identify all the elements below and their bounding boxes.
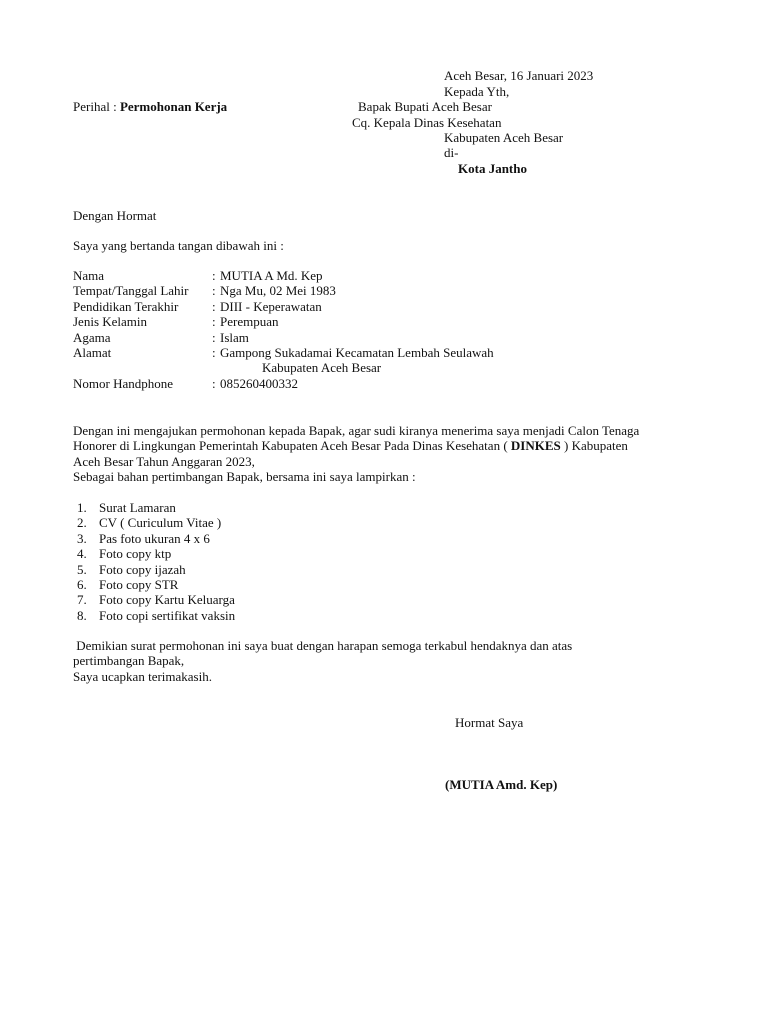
recipient-line-1: Bapak Bupati Aceh Besar	[358, 99, 492, 114]
field-colon: :	[212, 283, 216, 299]
field-colon: :	[212, 268, 216, 283]
field-value: Gampong Sukadamai Kecamatan Lembah Seulawah	[220, 344, 494, 360]
greeting: Dengan Hormat	[73, 208, 157, 223]
kepada-line: Kepada Yth,	[444, 84, 510, 99]
field-colon: :	[212, 329, 216, 345]
list-number: 2.	[77, 515, 87, 531]
list-text: Foto copy STR	[99, 576, 179, 592]
list-text: Pas foto ukuran 4 x 6	[99, 530, 210, 546]
list-number: 7.	[77, 592, 87, 608]
recipient-line-3: Kabupaten Aceh Besar	[444, 130, 564, 145]
field-label: Agama	[73, 329, 111, 345]
field-label: Pendidikan Terakhir	[73, 298, 179, 314]
recipient-line-2: Cq. Kepala Dinas Kesehatan	[352, 115, 502, 130]
body-text: Honorer di Lingkungan Pemerintah Kabupaten Aceh Besar Pada Dinas Kesehatan (	[73, 438, 511, 454]
field-value: MUTIA A Md. Kep	[220, 268, 323, 283]
body-line: Dengan ini mengajukan permohonan kepada Bapak, agar sudi kiranya menerima saya menjadi Calon Tenaga	[73, 423, 640, 438]
list-text: Foto copy ijazah	[99, 561, 186, 577]
list-number: 8.	[77, 607, 87, 623]
closing-paragraph	[73, 638, 733, 684]
body-text: ) Kabupaten	[560, 438, 628, 454]
closing-line: pertimbangan Bapak,	[73, 653, 185, 669]
signature-name: (MUTIA Amd. Kep)	[445, 777, 558, 792]
body-line: Aceh Besar Tahun Anggaran 2023,	[73, 453, 255, 469]
closing-line: Demikian surat permohonan ini saya buat dengan harapan semoga terkabul hendaknya dan atas	[73, 638, 573, 653]
intro-line: Saya yang bertanda tangan dibawah ini :	[73, 238, 284, 253]
field-colon: :	[212, 375, 216, 391]
closing-line: Saya ucapkan terimakasih.	[73, 668, 212, 684]
field-value: Nga Mu, 02 Mei 1983	[220, 283, 336, 299]
body-paragraph	[73, 423, 733, 485]
signoff: Hormat Saya	[455, 715, 524, 730]
list-number: 6.	[77, 576, 87, 592]
field-value: DIII - Keperawatan	[220, 298, 322, 314]
field-label: Jenis Kelamin	[73, 314, 148, 330]
field-label: Alamat	[73, 344, 112, 360]
place-date: Aceh Besar, 16 Januari 2023	[444, 68, 594, 83]
list-number: 3.	[77, 530, 87, 546]
field-value: Islam	[220, 329, 249, 345]
body-line	[73, 438, 733, 453]
perihal-line	[73, 99, 227, 114]
field-value-continued: Kabupaten Aceh Besar	[262, 360, 382, 376]
list-number: 5.	[77, 561, 87, 577]
list-text: Foto copy ktp	[99, 546, 172, 562]
field-label: Tempat/Tanggal Lahir	[73, 283, 189, 299]
field-colon: :	[212, 344, 216, 360]
field-colon: :	[212, 298, 216, 314]
recipient-city: Kota Jantho	[458, 161, 527, 176]
list-text: Surat Lamaran	[99, 500, 176, 515]
recipient-line-4: di-	[444, 145, 459, 160]
list-text: CV ( Curiculum Vitae )	[99, 515, 222, 531]
field-label: Nama	[73, 268, 105, 283]
perihal-value: Permohonan Kerja	[119, 99, 228, 114]
list-text: Foto copy Kartu Keluarga	[99, 592, 235, 608]
field-label: Nomor Handphone	[73, 375, 174, 391]
field-colon: :	[212, 314, 216, 330]
field-value: 085260400332	[220, 375, 298, 391]
list-number: 1.	[77, 500, 87, 515]
list-text: Foto copi sertifikat vaksin	[99, 607, 236, 623]
body-line: Sebagai bahan pertimbangan Bapak, bersama ini saya lampirkan :	[73, 469, 416, 485]
dinkes-text: DINKES	[510, 438, 561, 454]
list-number: 4.	[77, 546, 87, 562]
perihal-label: Perihal :	[73, 99, 117, 114]
field-value: Perempuan	[220, 314, 279, 330]
